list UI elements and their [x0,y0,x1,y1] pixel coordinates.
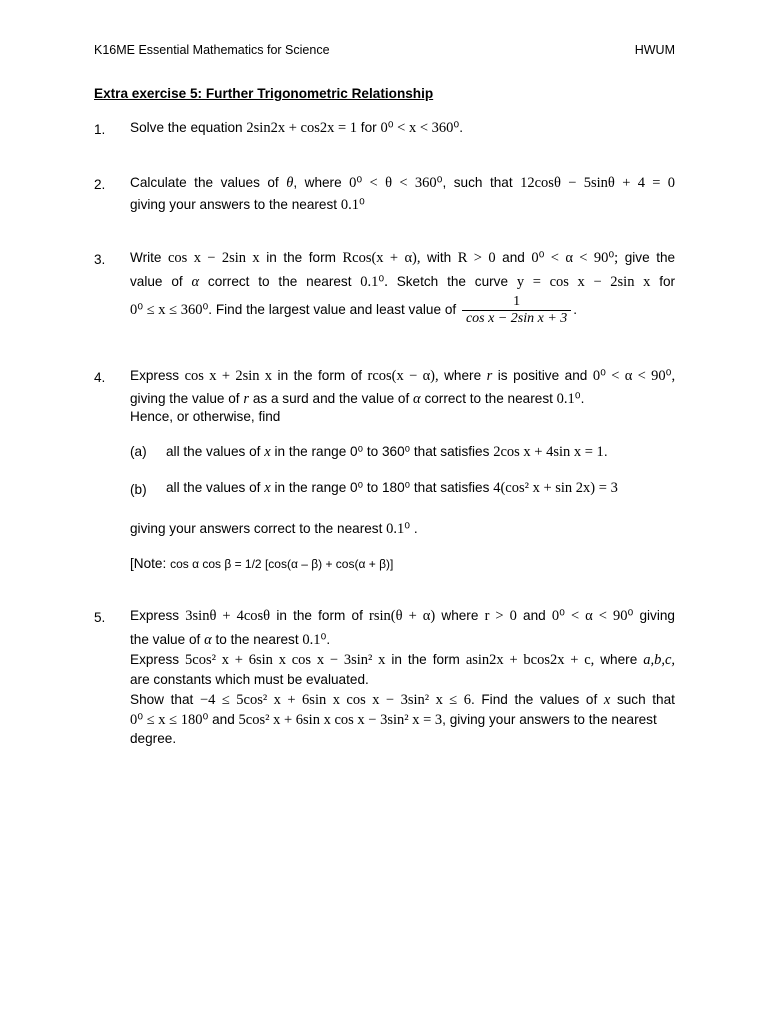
q4a-end: . [603,444,608,459]
q4-text: giving the value of [130,391,240,406]
q3-w: correct [207,274,250,289]
q3-number: 3. [94,252,106,267]
q3-alpha: α [191,274,200,290]
q4-text: correct to the nearest [424,391,553,406]
q5-equation: 5cos² x + 6sin x cos x − 3sin² x = 3 [238,712,443,728]
q1-number: 1. [94,122,106,137]
q4a-text: in the range 0⁰ to 360⁰ that satisfies [274,444,490,459]
q3-end: . [573,302,578,318]
q3-w: nearest [306,274,352,289]
q3-range: 0⁰ < α < 90⁰; [531,250,619,266]
q4-number: 4. [94,370,106,385]
q3-w: the [656,250,676,265]
q5-expr2: 5cos² x + 6sin x cos x − 3sin² x [185,652,386,668]
q4b-equation: 4(cos² x + sin 2x) = 3 [493,480,618,496]
q4-giving-end: . [413,521,418,536]
q3-w: to [258,274,270,289]
q4-w: the [293,368,313,383]
exercise-title: Extra exercise 5: Further Trigonometric Relationship [94,86,434,101]
q5-w: form [318,608,346,623]
q4-precision: 0.1⁰ [556,391,581,407]
q5-expr: 3sinθ + 4cosθ [185,608,271,624]
q5-w: and [523,608,546,623]
q5-line-2 [130,632,330,649]
q5-precision: 0.1⁰ [302,632,327,648]
q2-theta: θ [286,175,294,191]
q3-precision: 0.1⁰. [360,274,388,290]
q5-w: the [407,652,427,667]
q5-w: values [539,692,580,707]
q4a-label: (a) [130,444,147,459]
q4-w: in [277,368,289,383]
q5-end: . [326,632,331,647]
q5-w: where [600,652,638,667]
q4b-x: x [264,480,271,496]
q3-expr: cos x − 2sin x [168,250,260,266]
q4-alpha: α [413,391,421,407]
q4a-line [166,444,608,461]
q3-cond: R > 0 [457,250,496,266]
q5-w: where [441,608,479,623]
q5-text: the value of [130,632,201,647]
q5-w: Express [130,608,180,623]
q3-line-1 [130,250,675,267]
q2-w: values [220,175,260,190]
q4-w: Express [130,368,180,383]
q5-w: in [276,608,287,623]
q3-w: give [624,250,650,265]
q3-curve: y = cos x − 2sin x [516,274,651,290]
q3-w: curve [474,274,509,289]
q3-w: of [171,274,183,289]
q3-w: form [308,250,336,265]
q5-alpha: α [204,632,212,648]
q4-giving: giving your answers correct to the nearest [130,521,383,536]
q5-form2: asin2x + bcos2x + c, [465,652,595,668]
q3-find: . Find the largest value and least value of [208,302,457,318]
q5-w: of [585,692,598,707]
q4-text: as a surd and the value of [252,391,410,406]
q3-w: for [659,274,676,289]
q5-form: rsin(θ + α) [369,608,436,624]
q4-range: 0⁰ < α < 90⁰, [592,368,676,384]
q4b-text: in the range 0⁰ to 180⁰ that satisfies [274,480,490,495]
q5-w: in [391,652,402,667]
q5-cond: r > 0 [484,608,517,624]
q5-w: form [432,652,460,667]
note-identity: cos α cos β = 1/2 [cos(α – β) + cos(α + β)] [170,557,394,571]
q2-giving: giving your answers to the nearest [130,197,338,212]
q3-line-2 [130,274,675,291]
q4-w: is [497,368,508,383]
q2-w: that [489,175,513,190]
q2-w: , [293,175,298,190]
q5-w: that [170,692,194,707]
q2-line-2 [130,197,365,214]
note-label: [Note: [130,556,167,571]
q4-form: rcos(x − α), [367,368,439,384]
q4-line-1 [130,368,675,385]
q2-w: , [442,175,447,190]
q3-w: the [278,274,298,289]
q2-w: where [304,175,342,190]
q5-w: Show [130,692,165,707]
q3-w: and [502,250,525,265]
q3-w: with [427,250,452,265]
q2-range: 0⁰ < θ < 360⁰ [349,175,443,191]
q3-frac-numerator: 1 [513,294,521,309]
q4-r-var: r [243,391,250,407]
q3-w: in [266,250,277,265]
q5-range: 0⁰ < α < 90⁰ [551,608,634,624]
q5-line-7: degree. [130,731,177,746]
q5-w: Express [130,652,180,667]
q5-x: x [603,692,611,708]
q5-w: giving [639,608,675,623]
q4b-label: (b) [130,482,147,497]
q4a-text: all the values of [166,444,261,459]
q5-inequality: −4 ≤ 5cos² x + 6sin x cos x − 3sin² x ≤ 6 [199,692,471,708]
q5-text: to the nearest [215,632,299,647]
course-header: K16ME Essential Mathematics for Science [94,43,330,57]
q2-w: Calculate [130,175,187,190]
q5-line-5 [130,692,675,709]
q1-line [130,120,463,137]
q5-line-6 [130,712,657,729]
q4-w: positive [513,368,560,383]
q4a-x: x [264,444,271,460]
q4-w: where [444,368,482,383]
q5-and: and [212,712,235,727]
q5-line-4: are constants which must be evaluated. [130,672,369,687]
q1-range: 0⁰ < x < 360⁰ [380,120,460,136]
q4b-text: all the values of [166,480,261,495]
q1-for: for [360,120,377,135]
q5-number: 5. [94,610,106,625]
q4b-line [166,480,618,497]
q4-w: form [318,368,346,383]
q2-equation: 12cosθ − 5sinθ + 4 = 0 [520,175,676,191]
q3-fraction [462,294,571,327]
q4-giving-precision: 0.1⁰ [386,521,411,537]
q2-precision: 0.1⁰ [340,197,365,213]
q5-constants: a,b,c, [643,652,676,668]
q4-w: of [350,368,363,383]
q2-line-1 [130,175,675,192]
institution-header: HWUM [634,43,675,57]
q3-w: Write [130,250,162,265]
q3-frac-denominator: cos x − 2sin x + 3 [462,310,571,327]
q4-end: . [580,391,585,406]
q2-w: of [267,175,279,190]
q5-w: the [514,692,534,707]
q3-w: value [130,274,163,289]
q3-w: the [283,250,303,265]
q4-line-2 [130,391,584,408]
q5-text: , giving your answers to the nearest [442,712,657,727]
q5-w: Find [481,692,508,707]
q3-line-3 [130,294,577,327]
q4-line-3: Hence, or otherwise, find [130,409,281,424]
q4-giving-line [130,521,418,538]
q2-w: such [453,175,483,190]
q5-w: . [470,692,475,707]
q5-domain: 0⁰ ≤ x ≤ 180⁰ [130,712,209,728]
q2-number: 2. [94,177,106,192]
q1-text: Solve the equation [130,120,243,135]
q5-w: that [652,692,675,707]
q3-w: Sketch [396,274,439,289]
q4-w: and [564,368,588,383]
q1-equation: 2sin2x + cos2x = 1 [246,120,358,136]
q2-w: the [194,175,214,190]
q4a-equation: 2cos x + 4sin x = 1 [493,444,604,460]
q5-w: such [616,692,646,707]
q3-w: the [447,274,466,289]
q5-line-3 [130,652,675,669]
q5-w: the [293,608,312,623]
q4-note [130,556,393,571]
q5-line-1 [130,608,675,625]
q5-w: of [351,608,363,623]
q1-end: . [459,120,463,135]
q3-domain: 0⁰ ≤ x ≤ 360⁰ [130,302,209,319]
q4-expr: cos x + 2sin x [184,368,273,384]
q3-form: Rcos(x + α), [342,250,421,266]
q4-r: r [486,368,493,384]
